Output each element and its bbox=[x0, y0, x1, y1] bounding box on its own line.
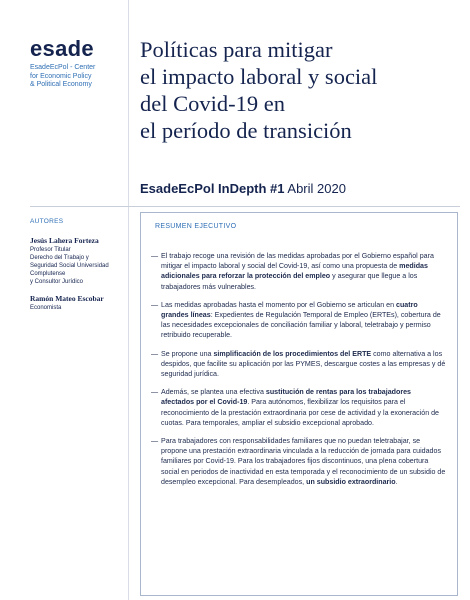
author-role: Economista bbox=[30, 305, 62, 311]
summary-bullet bbox=[151, 436, 446, 487]
summary-bullets bbox=[151, 251, 446, 495]
summary-bullet bbox=[151, 300, 446, 341]
author-role: Seguridad Social Universidad bbox=[30, 263, 109, 269]
title-line: el impacto laboral y social bbox=[140, 64, 378, 89]
affiliation-line: EsadeEcPol - Center bbox=[30, 64, 96, 71]
affiliation-line: & Political Economy bbox=[30, 81, 92, 89]
publication-date: Abril 2020 bbox=[287, 181, 346, 196]
summary-bullet bbox=[151, 387, 446, 428]
executive-summary-box bbox=[140, 212, 458, 596]
series-label: EsadeEcPol InDepth #1 bbox=[140, 181, 285, 196]
bullet-text: . bbox=[395, 477, 398, 486]
bullet-text: Para trabajadores con responsabilidades familiares que no puedan teletrabajar, se propone una prestación extraordinaria vinculada a la reducción de jornada para cuidados familiares por Covid-19. Para los trabajadores fijos discontinuos, una plena cobertura social en periodos de inactividad en esta temporada y el reconocimiento de un subsidio de desempleo excepcional. Para desempleados, bbox=[161, 437, 446, 486]
bullet-text: El trabajo recoge una revisión de las medidas aprobadas por el Gobierno español para mitigar el impacto laboral y social del Covid-19, así como una propuesta de bbox=[161, 252, 434, 271]
bullet-emphasis: un subsidio extraordinario bbox=[306, 477, 396, 486]
title-line: el período de transición bbox=[140, 118, 352, 143]
esade-logo: esade bbox=[30, 36, 94, 61]
bullet-emphasis: sustitución de rentas para los trabajadores afectados por el Covid-19 bbox=[161, 388, 411, 407]
vertical-divider bbox=[128, 0, 129, 600]
title-line: del Covid-19 en bbox=[140, 91, 285, 116]
author-block bbox=[30, 294, 104, 312]
bullet-text: : Expedientes de Regulación Temporal de Empleo (ERTEs), cobertura de las necesidades excepcionales de conciliación familiar y laboral, teletrabajo y permiso retribuido recuperable. bbox=[161, 311, 441, 340]
author-name: Jesús Lahera Forteza bbox=[30, 236, 99, 245]
horizontal-divider bbox=[30, 206, 460, 207]
bullet-dash: — bbox=[151, 300, 159, 309]
bullet-text: Además, se plantea una efectiva bbox=[161, 388, 266, 397]
author-role: Complutense bbox=[30, 271, 66, 277]
bullet-dash: — bbox=[151, 252, 159, 260]
bullet-dash: — bbox=[151, 349, 159, 358]
summary-title: RESUMEN EJECUTIVO bbox=[155, 223, 237, 230]
publication-subtitle bbox=[140, 181, 346, 196]
author-role: y Consultor Jurídico bbox=[30, 279, 84, 285]
bullet-emphasis: medidas adicionales para reforzar la protección del empleo bbox=[161, 262, 428, 281]
bullet-dash: — bbox=[151, 388, 159, 397]
author-role: Derecho del Trabajo y bbox=[30, 255, 89, 261]
bullet-dash: — bbox=[151, 437, 159, 446]
summary-bullet bbox=[151, 251, 446, 292]
authors-label: AUTORES bbox=[30, 218, 64, 225]
author-role: Profesor Titular bbox=[30, 247, 71, 253]
page-title bbox=[140, 36, 460, 144]
author-block bbox=[30, 236, 109, 286]
bullet-emphasis: simplificación de los procedimientos del ERTE bbox=[213, 349, 372, 358]
bullet-text: Las medidas aprobadas hasta el momento por el Gobierno se articulan en bbox=[161, 300, 397, 309]
bullet-text: como alternativa a los despidos, que facilite su aplicación por las PYMES, descargue costes a las empresas y dé seguridad jurídica. bbox=[161, 349, 446, 379]
bullet-text: . Para autónomos, flexibilizar los requisitos para el reconocimiento de la prestación extraordinaria por cese de actividad y la exoneración de cuotas. Para temporales, ampliar el subsidio excepcional aprobado. bbox=[161, 398, 440, 427]
title-line: Políticas para mitigar bbox=[140, 37, 333, 62]
summary-bullet bbox=[151, 349, 446, 380]
author-name: Ramón Mateo Escobar bbox=[30, 294, 104, 303]
affiliation-line: for Economic Policy bbox=[30, 72, 92, 80]
bullet-emphasis: cuatro grandes líneas bbox=[161, 300, 418, 320]
affiliation bbox=[30, 64, 120, 90]
bullet-text: Se propone una bbox=[161, 349, 214, 358]
bullet-text: y asegurar que llegue a los trabajadores más vulnerables. bbox=[161, 272, 418, 291]
